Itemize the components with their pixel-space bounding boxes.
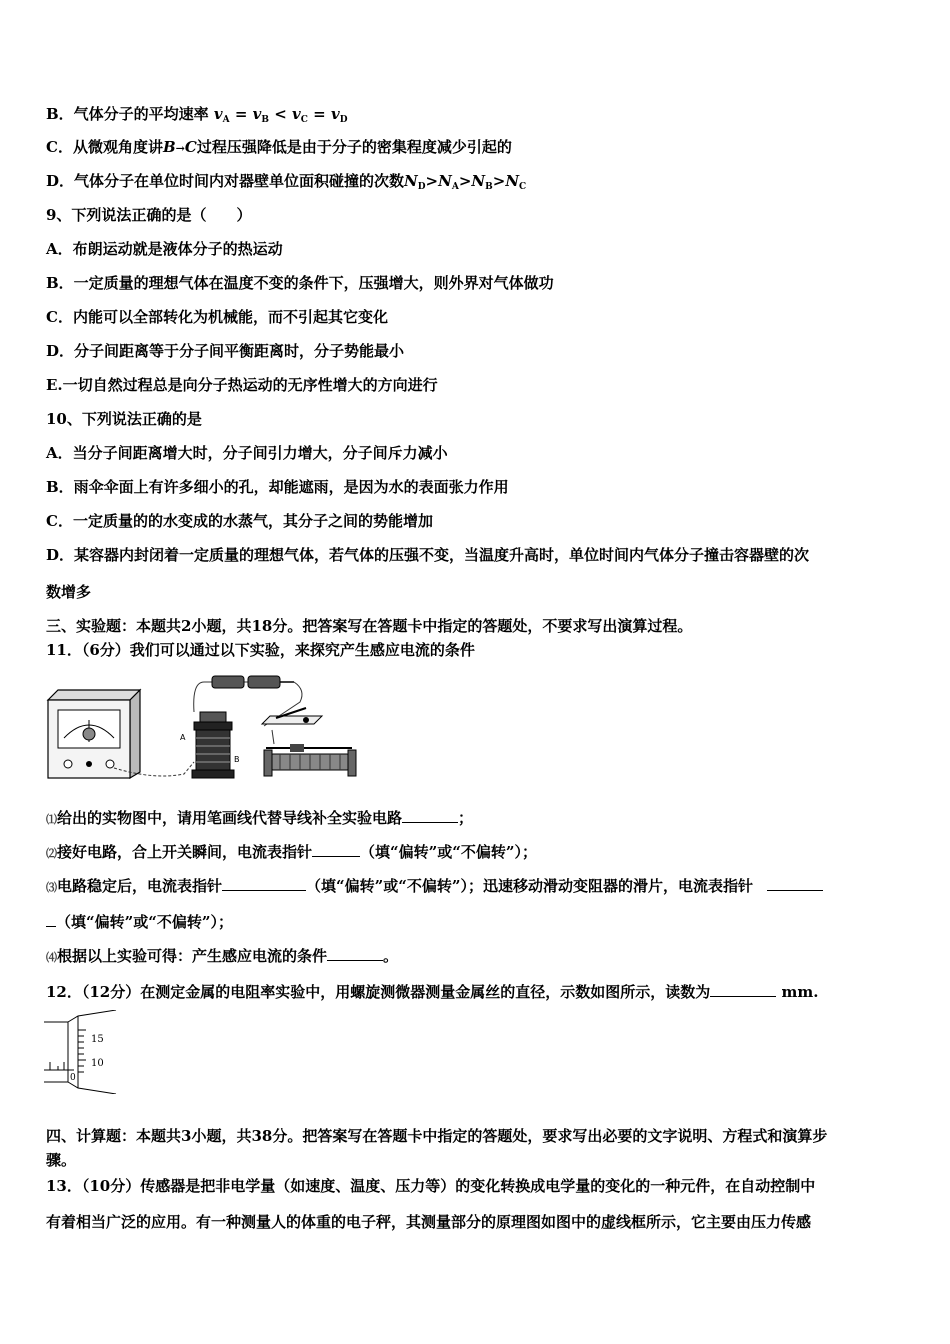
q10-option-c: C．一定质量的的水变成的水蒸气，其分子之间的势能增加 [46,512,433,530]
battery [212,676,294,688]
q10-option-a: A．当分子间距离增大时，分子间引力增大，分子间斥力减小 [46,444,448,462]
q9-option-d: D．分子间距离等于分子间平衡距离时，分子势能最小 [46,342,405,360]
q9-option-a: A．布朗运动就是液体分子的热运动 [46,240,283,258]
q12-stem: 12．（12分）在测定金属的电阻率实验中，用螺旋测微器测量金属丝的直径，示数如图所示，读数为 mm. [46,983,819,1001]
svg-text:A: A [180,733,186,742]
rheostat [264,744,356,776]
answer-blank[interactable] [767,876,823,891]
q9-option-e: E.一切自然过程总是向分子热运动的无序性增大的方向进行 [46,376,438,394]
switch [262,708,322,724]
scale-label-10: 10 [91,1058,104,1069]
q9-option-b: B．一定质量的理想气体在温度不变的条件下，压强增大，则外界对气体做功 [46,274,554,292]
q8-option-c: C．从微观角度讲B→C过程压强降低是由于分子的密集程度减少引起的 [46,138,512,156]
q10-option-d-continuation: 数增多 [46,583,92,601]
coils [180,712,240,778]
q8-option-d: D．气体分子在单位时间内对器壁单位面积碰撞的次数$N_D>N_A>N_B>N_C$ [46,172,527,192]
q9-option-c: C．内能可以全部转化为机械能，而不引起其它变化 [46,308,388,326]
answer-blank[interactable] [710,982,776,997]
q11-sub-3-continuation: （填“偏转”或“不偏转”）； [46,912,233,932]
answer-blank[interactable] [402,808,458,823]
scale-label-15: 15 [91,1034,104,1045]
answer-blank[interactable] [312,842,360,857]
answer-blank[interactable] [222,876,306,891]
q13-line-1: 13．（10分）传感器是把非电学量（如速度、温度、压力等）的变化转换成电学量的变化的一种元件，在自动控制中 [46,1177,816,1195]
q8-option-b: B．气体分子的平均速率 $v_A = v_B < v_C = v_D$ [46,105,348,125]
galvanometer [48,690,140,778]
q11-sub-3: ⑶电路稳定后，电流表指针 （填“偏转”或“不偏转”）；迅速移动滑动变阻器的滑片，电流表指针 [46,876,823,898]
svg-text:B: B [234,755,240,764]
q10-stem: 10、下列说法正确的是 [46,410,202,428]
q13-line-2: 有着相当广泛的应用。有一种测量人的体重的电子秤，其测量部分的原理图如图中的虚线框所示，它主要由压力传感 [46,1213,812,1231]
q10-option-b: B．雨伞伞面上有许多细小的孔，却能遮雨，是因为水的表面张力作用 [46,478,509,496]
section-4-heading-line-1: 四、计算题：本题共3小题，共38分。把答案写在答题卡中指定的答题处，要求写出必要的文字说明、方程式和演算步 [46,1127,828,1145]
micrometer-figure [44,1010,124,1094]
q11-sub-1: ⑴给出的实物图中，请用笔画线代替导线补全实验电路 ； [46,809,474,827]
q11-stem: 11．（6分）我们可以通过以下实验，来探究产生感应电流的条件 [46,641,475,659]
answer-blank[interactable] [327,946,383,961]
section-3-heading: 三、实验题：本题共2小题，共18分。把答案写在答题卡中指定的答题处，不要求写出演算过程。 [46,617,693,635]
answer-blank[interactable] [46,912,56,927]
q11-apparatus-figure [44,672,364,784]
q9-stem: 9、下列说法正确的是（ ） [46,206,252,224]
q10-option-d: D．某容器内封闭着一定质量的理想气体，若气体的压强不变，当温度升高时，单位时间内气体分子撞击容器壁的次 [46,546,810,564]
scale-label-0: 0 [70,1073,76,1083]
q11-sub-4: ⑷根据以上实验可得：产生感应电流的条件 。 [46,947,399,965]
section-4-heading-line-2: 骤。 [46,1151,77,1169]
q11-sub-2: ⑵接好电路，合上开关瞬间，电流表指针 （填“偏转”或“不偏转”）； [46,843,538,861]
